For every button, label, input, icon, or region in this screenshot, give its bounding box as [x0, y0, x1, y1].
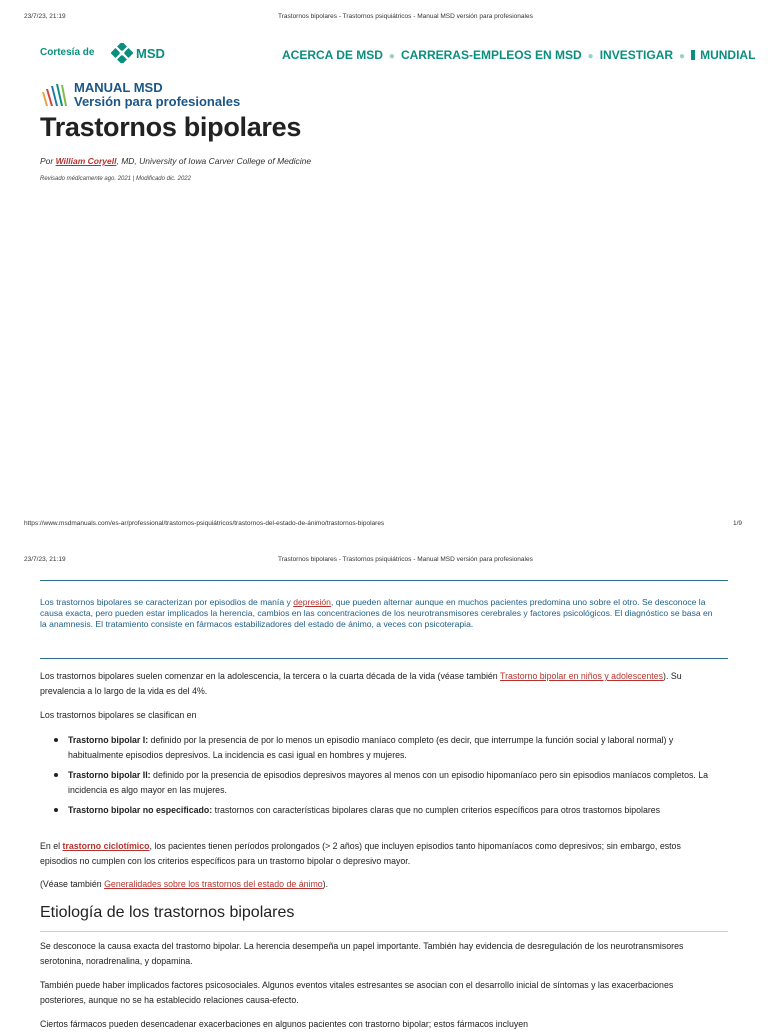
- see-also-pre: (Véase también: [40, 879, 102, 889]
- see-also-post: ).: [322, 879, 329, 889]
- byline-prefix: Por: [40, 156, 54, 166]
- type-text: trastornos con características bipolares claras que no cumplen criterios específicos para otros trastornos bipolares: [212, 805, 661, 815]
- summary-post: , que pueden alternar aunque en muchos pacientes predomina uno sobre el otro. Se desconoce la causa exacta, pero pueden estar implicados la herencia, cambios en las concentraciones de los neurotransmisores cerebrales y factores psicológicos. El diagnóstico se basa en la anamnesis. El tratamiento consiste en fármacos estabilizadores del estado de ánimo, a veces con psicoterapia.: [40, 597, 713, 629]
- summary-pre: Los trastornos bipolares se caracterizan por episodios de manía y: [40, 597, 291, 607]
- top-nav: [282, 46, 755, 64]
- print-header-title: Trastornos bipolares - Trastornos psiquiátricos - Manual MSD versión para profesionales: [278, 13, 533, 20]
- depresion-link[interactable]: depresión: [293, 597, 331, 607]
- byline: [40, 156, 311, 166]
- msd-logo-text: MSD: [136, 45, 165, 61]
- print-footer-url: https://www.msdmanuals.com/es-ar/professional/trastornos-psiquiátricos/trastornos-del-estado-de-ánimo/trastornos-bipolares: [24, 520, 385, 527]
- summary-top-rule: [40, 580, 728, 581]
- summary-text: [40, 597, 720, 630]
- author-affiliation: , MD, University of Iowa Carver College of Medicine: [116, 156, 312, 166]
- nav-separator-icon: ●: [679, 51, 686, 62]
- see-also-paragraph: [40, 877, 328, 892]
- print-header-title-2: Trastornos bipolares - Trastornos psiquiátricos - Manual MSD versión para profesionales: [278, 556, 533, 563]
- msd-logo[interactable]: [111, 43, 165, 63]
- list-item: [40, 768, 710, 797]
- etiology-p2: También puede haber implicados factores psicosociales. Algunos eventos vitales estresantes se asocian con el desarrollo inicial de síntomas y las exacerbaciones posteriores, aunque no se ha establecido relaciones causa-efecto.: [40, 980, 674, 1005]
- nav-acerca[interactable]: ACERCA DE MSD: [282, 48, 383, 62]
- manual-version: Versión para profesionales: [74, 94, 241, 109]
- type-term: Trastorno bipolar no especificado:: [68, 805, 213, 815]
- intro-pre: Los trastornos bipolares suelen comenzar en la adolescencia, la tercera o la cuarta década de la vida (véase también: [40, 671, 498, 681]
- author-link[interactable]: William Coryell: [55, 156, 117, 166]
- print-header-datetime: 23/7/23, 21:19: [24, 13, 66, 20]
- courtesy-text: Cortesía de: [40, 47, 95, 58]
- etiology-rule: [40, 931, 728, 932]
- review-date: Revisado médicamente ago. 2021 | Modificado dic. 2022: [40, 176, 191, 182]
- list-item: [40, 803, 710, 818]
- nav-mundial[interactable]: MUNDIAL: [700, 48, 756, 62]
- manual-title: MANUAL MSD: [74, 80, 163, 95]
- summary-bottom-rule: [40, 658, 728, 659]
- print-footer-page: 1/9: [733, 520, 743, 527]
- type-text: definido por la presencia de por lo menos un episodio maníaco completo (es decir, que interrumpe la función social y laboral normal) y habitualmente episodios depresivos. La incidencia es casi igual en hombres y mujeres.: [68, 735, 674, 760]
- classification-intro: Los trastornos bipolares se clasifican en: [40, 710, 197, 720]
- cyclo-pre: En el: [40, 841, 61, 851]
- nav-investigar[interactable]: INVESTIGAR: [599, 48, 674, 62]
- cyclothymic-link[interactable]: trastorno ciclotímico: [62, 841, 150, 851]
- nav-separator-icon: ●: [587, 51, 594, 62]
- intro-post: ). Su prevalencia a lo largo de la vida es del 4%.: [40, 671, 682, 696]
- list-item: [40, 733, 710, 762]
- bipolar-children-link[interactable]: Trastorno bipolar en niños y adolescentes: [500, 671, 664, 681]
- mood-disorders-link[interactable]: Generalidades sobre los trastornos del estado de ánimo: [104, 879, 323, 889]
- etiology-heading: Etiología de los trastornos bipolares: [40, 904, 295, 921]
- etiology-p1: Se desconoce la causa exacta del trastorno bipolar. La herencia desempeña un papel importante. También hay evidencia de desregulación de los neurotransmisores serotonina, noradrenalina, y dopamina.: [40, 941, 684, 966]
- nav-separator-icon: ●: [388, 51, 395, 62]
- globe-bar-icon: [691, 50, 695, 60]
- cyclothymic-paragraph: [40, 839, 720, 868]
- msd-logo-icon: [111, 43, 133, 63]
- nav-carreras[interactable]: CARRERAS-EMPLEOS EN MSD: [400, 48, 582, 62]
- manual-logo[interactable]: [40, 82, 68, 113]
- bipolar-types-list: [40, 733, 710, 824]
- type-term: Trastorno bipolar I:: [68, 735, 149, 745]
- type-term: Trastorno bipolar II:: [68, 770, 151, 780]
- print-header-datetime-2: 23/7/23, 21:19: [24, 556, 66, 563]
- intro-paragraph: [40, 669, 720, 698]
- page-title: Trastornos bipolares: [40, 112, 302, 142]
- cyclo-post: , los pacientes tienen períodos prolongados (> 2 años) que incluyen episodios tanto hipomaníacos como depresivos; sin embargo, estos episodios no cumplen con los criterios específicos para un trastorno bipolar o depresivo mayor.: [40, 841, 681, 866]
- type-text: definido por la presencia de episodios depresivos mayores al menos con un episodio hipomaníaco pero sin episodios maníacos completos. La incidencia es algo mayor en las mujeres.: [68, 770, 709, 795]
- etiology-p3: Ciertos fármacos pueden desencadenar exacerbaciones en algunos pacientes con trastorno bipolar; estos fármacos incluyen: [40, 1019, 529, 1029]
- book-stripes-icon: [40, 82, 68, 108]
